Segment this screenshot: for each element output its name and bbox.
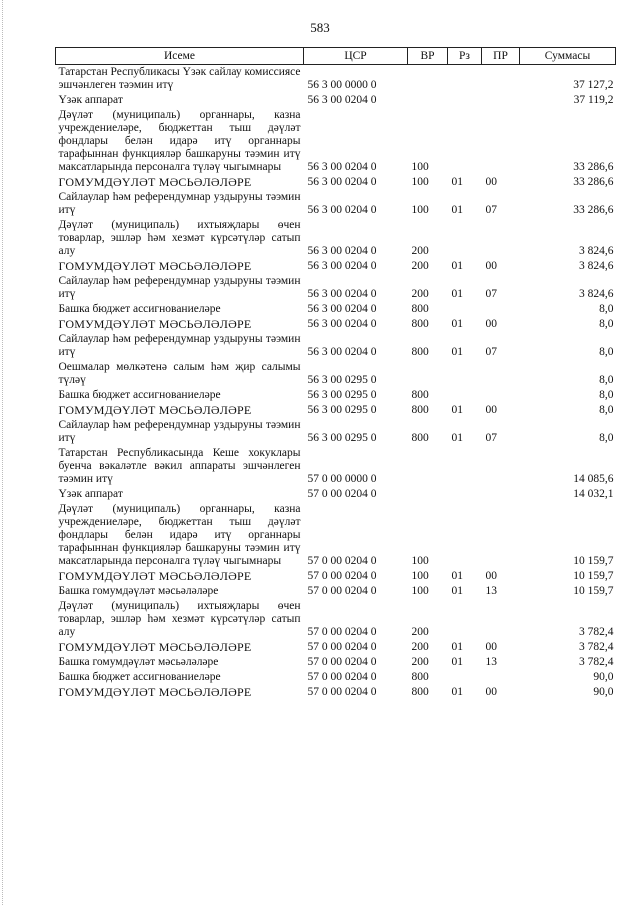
table-row <box>56 360 616 388</box>
row-pr <box>482 360 520 388</box>
row-name: Үзәк аппарат <box>58 94 123 106</box>
table-row <box>56 317 616 332</box>
row-sum: 10 159,7 <box>573 570 614 582</box>
row-rz <box>448 93 482 108</box>
row-pr: 07 <box>485 288 497 300</box>
row-rz: 01 <box>451 656 463 668</box>
row-vr: 800 <box>411 671 429 683</box>
row-vr: 200 <box>411 656 429 668</box>
row-sum: 33 286,6 <box>573 176 614 188</box>
row-name: Сайлаулар һәм референдумнар уздыруны тәэмин итү <box>58 333 301 358</box>
row-name: ГОМУМДӘҮЛӘТ МӘСЬӘЛӘЛӘРЕ <box>58 259 252 273</box>
row-rz: 01 <box>451 260 463 272</box>
budget-table-container <box>55 47 615 700</box>
row-vr <box>408 65 448 94</box>
row-pr <box>482 446 520 487</box>
row-rz: 01 <box>451 570 463 582</box>
row-rz: 01 <box>451 346 463 358</box>
row-rz <box>448 502 482 569</box>
row-csr: 57 0 00 0204 0 <box>307 656 377 668</box>
row-rz <box>448 65 482 94</box>
row-pr: 00 <box>485 570 497 582</box>
row-pr <box>482 487 520 502</box>
row-vr: 200 <box>411 626 429 638</box>
row-rz <box>448 487 482 502</box>
row-pr <box>482 502 520 569</box>
row-sum: 37 127,2 <box>573 79 614 91</box>
row-sum: 3 824,6 <box>579 245 614 257</box>
row-vr: 800 <box>411 432 429 444</box>
row-rz <box>448 670 482 685</box>
row-pr <box>482 670 520 685</box>
table-row <box>56 640 616 655</box>
row-csr: 56 3 00 0204 0 <box>307 260 377 272</box>
row-vr: 200 <box>411 260 429 272</box>
table-row <box>56 259 616 274</box>
row-name: Дәүләт (муниципаль) органнары, казна учреждениеләре, бюджеттан тыш дәүләт фондлары белән идарә итү органнары тарафыннан функцияләр башкаруны тәэмин итү максатларында персоналга түләү чыгымнары <box>58 503 301 567</box>
row-vr: 200 <box>411 288 429 300</box>
row-name: Сайлаулар һәм референдумнар уздыруны тәэмин итү <box>58 419 301 444</box>
row-pr <box>482 388 520 403</box>
row-sum: 3 782,4 <box>579 656 614 668</box>
row-sum: 8,0 <box>599 318 614 330</box>
table-row <box>56 93 616 108</box>
row-csr: 57 0 00 0204 0 <box>307 488 377 500</box>
table-row <box>56 403 616 418</box>
row-pr <box>482 65 520 94</box>
row-csr: 57 0 00 0204 0 <box>307 626 377 638</box>
row-rz: 01 <box>451 288 463 300</box>
row-pr: 00 <box>485 686 497 698</box>
header-pr: ПР <box>482 48 520 65</box>
row-sum: 14 085,6 <box>573 473 614 485</box>
row-rz: 01 <box>451 176 463 188</box>
row-csr: 56 3 00 0295 0 <box>307 432 377 444</box>
budget-table <box>55 47 616 700</box>
row-vr: 800 <box>411 686 429 698</box>
row-pr: 13 <box>485 585 497 597</box>
header-sum: Суммасы <box>520 48 616 65</box>
row-name: Башка гомумдәүләт мәсьәләләре <box>58 585 219 597</box>
table-row <box>56 108 616 175</box>
row-name: Үзәк аппарат <box>58 488 123 500</box>
row-name: Дәүләт (муниципаль) ихтыяҗлары өчен товарлар, эшләр һәм хезмәт күрсәтүләр сатып алу <box>58 219 301 257</box>
row-pr <box>482 302 520 317</box>
table-row <box>56 175 616 190</box>
row-name: Сайлаулар һәм референдумнар уздыруны тәэмин итү <box>58 191 301 216</box>
row-name: Башка бюджет ассигнованиеләре <box>58 389 221 401</box>
row-csr: 56 3 00 0204 0 <box>307 94 377 106</box>
table-row <box>56 569 616 584</box>
table-row <box>56 670 616 685</box>
row-rz <box>448 218 482 259</box>
row-pr: 00 <box>485 404 497 416</box>
row-rz <box>448 302 482 317</box>
row-rz <box>448 108 482 175</box>
row-pr: 00 <box>485 318 497 330</box>
row-vr: 100 <box>411 555 429 567</box>
row-sum: 33 286,6 <box>573 161 614 173</box>
row-sum: 8,0 <box>599 432 614 444</box>
row-sum: 14 032,1 <box>573 488 614 500</box>
row-vr <box>408 446 448 487</box>
row-vr: 800 <box>411 389 429 401</box>
table-row <box>56 190 616 218</box>
row-sum: 10 159,7 <box>573 585 614 597</box>
row-sum: 8,0 <box>599 374 614 386</box>
row-name: ГОМУМДӘҮЛӘТ МӘСЬӘЛӘЛӘРЕ <box>58 403 252 417</box>
row-rz <box>448 388 482 403</box>
row-pr: 00 <box>485 260 497 272</box>
row-name: Дәүләт (муниципаль) органнары, казна учреждениеләре, бюджеттан тыш дәүләт фондлары белән идарә итү органнары тарафыннан функцияләр башкаруны тәэмин итү максатларында персоналга түләү чыгымнары <box>58 109 301 173</box>
row-rz <box>448 599 482 640</box>
row-vr: 200 <box>411 641 429 653</box>
row-csr: 56 3 00 0295 0 <box>307 404 377 416</box>
row-vr: 200 <box>411 245 429 257</box>
row-csr: 56 3 00 0204 0 <box>307 176 377 188</box>
row-name: Башка бюджет ассигнованиеләре <box>58 671 221 683</box>
row-vr: 100 <box>411 176 429 188</box>
row-name: Оешмалар мөлкәтенә салым һәм җир салымы түләү <box>58 361 301 386</box>
table-row <box>56 302 616 317</box>
row-vr: 100 <box>411 204 429 216</box>
row-vr: 800 <box>411 303 429 315</box>
row-rz <box>448 360 482 388</box>
row-vr <box>408 487 448 502</box>
row-rz: 01 <box>451 318 463 330</box>
row-vr: 800 <box>411 404 429 416</box>
row-csr: 57 0 00 0204 0 <box>307 641 377 653</box>
row-vr: 100 <box>411 570 429 582</box>
row-csr: 56 3 00 0295 0 <box>307 374 377 386</box>
row-pr: 07 <box>485 346 497 358</box>
row-csr: 56 3 00 0204 0 <box>307 161 377 173</box>
row-csr: 56 3 00 0000 0 <box>307 79 377 91</box>
page-margin-line <box>2 0 4 905</box>
row-csr: 57 0 00 0000 0 <box>307 473 377 485</box>
header-name: Исеме <box>56 48 304 65</box>
table-row <box>56 685 616 700</box>
row-sum: 90,0 <box>593 671 614 683</box>
row-csr: 56 3 00 0204 0 <box>307 245 377 257</box>
row-csr: 57 0 00 0204 0 <box>307 555 377 567</box>
row-csr: 57 0 00 0204 0 <box>307 570 377 582</box>
row-name: ГОМУМДӘҮЛӘТ МӘСЬӘЛӘЛӘРЕ <box>58 175 252 189</box>
row-rz: 01 <box>451 404 463 416</box>
table-row <box>56 332 616 360</box>
row-pr: 07 <box>485 204 497 216</box>
row-csr: 56 3 00 0204 0 <box>307 288 377 300</box>
row-vr: 100 <box>411 161 429 173</box>
table-row <box>56 65 616 94</box>
row-name: Татарстан Республикасында Кеше хокуклары буенча вәкаләтле вәкил аппараты эшчәнлеген тәэмин итү <box>58 447 301 485</box>
row-pr <box>482 93 520 108</box>
row-pr: 00 <box>485 176 497 188</box>
row-pr: 00 <box>485 641 497 653</box>
row-csr: 56 3 00 0295 0 <box>307 389 377 401</box>
table-row <box>56 502 616 569</box>
row-name: Татарстан Республикасы Үзәк сайлау комиссиясе эшчәнлеген тәэмин итү <box>58 66 301 91</box>
row-csr: 57 0 00 0204 0 <box>307 585 377 597</box>
row-name: Башка гомумдәүләт мәсьәләләре <box>58 656 219 668</box>
row-rz: 01 <box>451 641 463 653</box>
row-sum: 3 824,6 <box>579 260 614 272</box>
row-rz <box>448 446 482 487</box>
row-vr: 800 <box>411 346 429 358</box>
row-pr: 13 <box>485 656 497 668</box>
row-csr: 57 0 00 0204 0 <box>307 671 377 683</box>
table-row <box>56 446 616 487</box>
table-row <box>56 418 616 446</box>
row-sum: 3 782,4 <box>579 641 614 653</box>
row-rz: 01 <box>451 686 463 698</box>
row-name: ГОМУМДӘҮЛӘТ МӘСЬӘЛӘЛӘРЕ <box>58 317 252 331</box>
row-name: Дәүләт (муниципаль) ихтыяҗлары өчен товарлар, эшләр һәм хезмәт күрсәтүләр сатып алу <box>58 600 301 638</box>
table-header <box>56 48 616 65</box>
row-sum: 8,0 <box>599 404 614 416</box>
table-row <box>56 584 616 599</box>
header-rz: Рз <box>448 48 482 65</box>
row-vr: 800 <box>411 318 429 330</box>
row-pr: 07 <box>485 432 497 444</box>
row-sum: 10 159,7 <box>573 555 614 567</box>
row-csr: 56 3 00 0204 0 <box>307 318 377 330</box>
row-pr <box>482 218 520 259</box>
row-csr: 56 3 00 0204 0 <box>307 204 377 216</box>
header-vr: ВР <box>408 48 448 65</box>
row-name: Башка бюджет ассигнованиеләре <box>58 303 221 315</box>
table-row <box>56 599 616 640</box>
row-sum: 33 286,6 <box>573 204 614 216</box>
row-vr: 100 <box>411 585 429 597</box>
row-sum: 3 824,6 <box>579 288 614 300</box>
row-sum: 8,0 <box>599 389 614 401</box>
row-vr <box>408 360 448 388</box>
row-vr <box>408 93 448 108</box>
row-name: Сайлаулар һәм референдумнар уздыруны тәэмин итү <box>58 275 301 300</box>
table-body <box>56 65 616 701</box>
row-sum: 90,0 <box>593 686 614 698</box>
row-csr: 56 3 00 0204 0 <box>307 346 377 358</box>
row-rz: 01 <box>451 585 463 597</box>
row-name: ГОМУМДӘҮЛӘТ МӘСЬӘЛӘЛӘРЕ <box>58 685 252 699</box>
row-sum: 8,0 <box>599 303 614 315</box>
page-number: 583 <box>310 20 330 35</box>
row-rz: 01 <box>451 432 463 444</box>
row-name: ГОМУМДӘҮЛӘТ МӘСЬӘЛӘЛӘРЕ <box>58 569 252 583</box>
table-row <box>56 274 616 302</box>
header-row <box>56 48 616 65</box>
row-csr: 56 3 00 0204 0 <box>307 303 377 315</box>
table-row <box>56 388 616 403</box>
row-sum: 3 782,4 <box>579 626 614 638</box>
row-sum: 8,0 <box>599 346 614 358</box>
table-row <box>56 487 616 502</box>
table-row <box>56 218 616 259</box>
row-pr <box>482 599 520 640</box>
row-name: ГОМУМДӘҮЛӘТ МӘСЬӘЛӘЛӘРЕ <box>58 640 252 654</box>
row-csr: 57 0 00 0204 0 <box>307 686 377 698</box>
row-sum: 37 119,2 <box>573 94 614 106</box>
header-csr: ЦСР <box>304 48 408 65</box>
row-pr <box>482 108 520 175</box>
row-rz: 01 <box>451 204 463 216</box>
table-row <box>56 655 616 670</box>
